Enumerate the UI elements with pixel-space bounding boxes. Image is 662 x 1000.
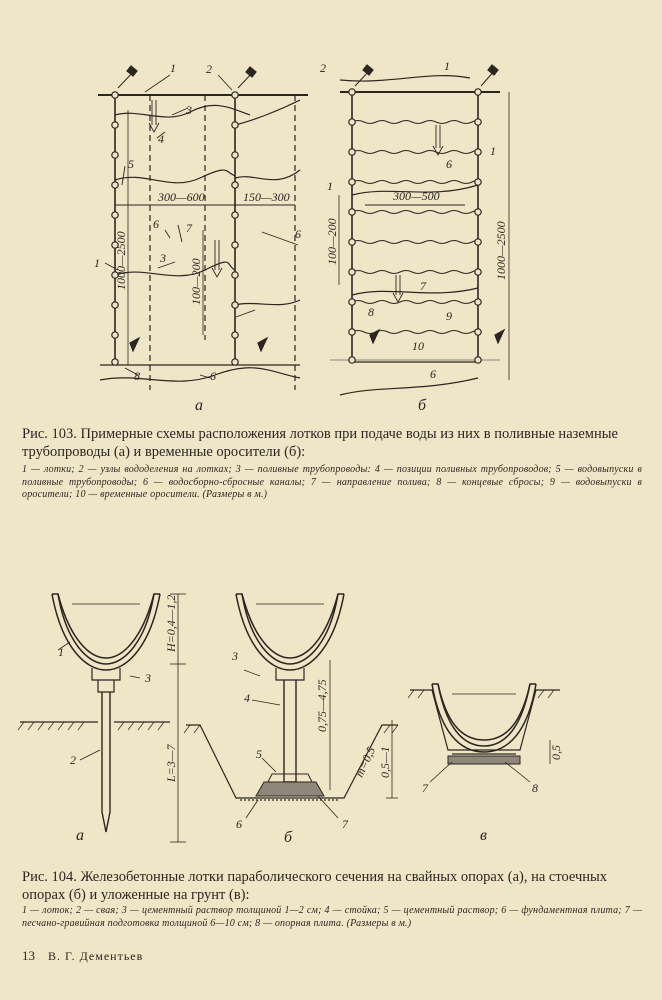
fig104a-dim-l: L=3—7 bbox=[164, 744, 178, 782]
figure-103-legend: 1 — лотки; 2 — узлы вододеления на лотках; 3 — поливные трубопроводы: 4 — позиции поливных трубопроводов; 5 — водовыпуски в поливные трубопроводы; 6 — водосборно-сбросные каналы; 7 — направление полива; 8 — концевые сбросы; 9 — водовыпуски в оросители; 10 — временные оросители. (Размеры в м.) bbox=[22, 464, 642, 500]
fig103a-dim-length: 1000—2500 bbox=[114, 231, 128, 290]
fig103a-marker: 8 bbox=[134, 369, 140, 383]
figure-104-legend: 1 — лоток; 2 — свая; 3 — цементный раствор толщиной 1—2 см; 4 — стойка; 5 — цементный раствор; 6 — фундаментная плита; 7 — песчано-гравийная подготовка толщиной 6—10 см; 8 — опорная плита. (Размеры в м.) bbox=[22, 905, 642, 929]
fig103a-marker: 6 bbox=[210, 369, 216, 383]
fig103b-marker: 6 bbox=[446, 157, 452, 171]
fig103b-marker: 1 bbox=[444, 59, 450, 73]
fig103b-panel-label: б bbox=[418, 397, 427, 414]
fig103b-marker: 1 bbox=[327, 179, 333, 193]
fig103b-marker: 10 bbox=[412, 339, 424, 353]
fig103b-marker: 1 bbox=[490, 144, 496, 158]
fig104a-marker: 1 bbox=[58, 645, 64, 659]
figure-104-diagram bbox=[0, 560, 662, 880]
figure-104-caption: Рис. 104. Железобетонные лотки параболического сечения на свайных опорах (а), на стоечных опорах (б) и уложенные на грунт (в): bbox=[22, 869, 608, 903]
fig104b-panel-label: б bbox=[284, 829, 293, 846]
fig104b-marker: 3 bbox=[232, 649, 238, 663]
fig104a-marker: 3 bbox=[145, 671, 151, 685]
fig104b-marker: 5 bbox=[256, 747, 262, 761]
fig103a-marker: 1 bbox=[170, 61, 176, 75]
fig103b-marker: 9 bbox=[446, 309, 452, 323]
fig103b-dim-spacing: 100—200 bbox=[325, 218, 339, 265]
fig103a-marker: 1 bbox=[94, 256, 100, 270]
fig104b-marker: 6 bbox=[236, 817, 242, 831]
fig103a-dim-position: 100—200 bbox=[189, 258, 203, 305]
fig104a-panel-label: а bbox=[76, 827, 84, 844]
fig104b-marker: 7 bbox=[342, 817, 348, 831]
fig104c-marker: 8 bbox=[532, 781, 538, 795]
fig103b-marker: 7 bbox=[420, 279, 426, 293]
fig103b-marker: 2 bbox=[320, 61, 326, 75]
fig103a-marker: 6 bbox=[153, 217, 159, 231]
fig104c-marker: 7 bbox=[422, 781, 428, 795]
page-footer bbox=[22, 948, 143, 964]
fig104b-dim-depth: 0,5—1 bbox=[378, 746, 392, 778]
fig103a-marker: 5 bbox=[128, 157, 134, 171]
fig104b-dim-stand: 0,75—4,75 bbox=[315, 679, 329, 732]
author-name: В. Г. Дементьев bbox=[48, 949, 144, 963]
fig103b-marker: 8 bbox=[368, 305, 374, 319]
fig103a-panel-label: а bbox=[195, 397, 203, 414]
fig103a-marker: 2 bbox=[206, 62, 212, 76]
fig103a-dim-spacing: 150—300 bbox=[243, 190, 290, 204]
fig103a-marker: 3 bbox=[160, 251, 166, 265]
fig103b-dim-width: 300—500 bbox=[393, 189, 440, 203]
fig104c-panel-label: в bbox=[480, 827, 487, 844]
fig103a-dim-width: 300—600 bbox=[158, 190, 205, 204]
fig103a-marker: 4 bbox=[158, 132, 164, 146]
figure-103-caption: Рис. 103. Примерные схемы расположения лотков при подаче воды из них в поливные наземные трубопроводы (а) и временные оросители (б): bbox=[22, 426, 618, 460]
fig104b-dim-m: m=0,5 bbox=[352, 744, 379, 780]
fig103b-marker: 6 bbox=[430, 367, 436, 381]
fig103a-marker: 7 bbox=[186, 221, 192, 235]
fig104a-dim-h: H=0,4—1,2 bbox=[164, 594, 178, 652]
fig104a-marker: 2 bbox=[70, 753, 76, 767]
figure-103-diagram bbox=[0, 0, 662, 420]
fig104b-marker: 4 bbox=[244, 691, 250, 705]
page-number: 13 bbox=[22, 948, 35, 963]
fig103a-marker: 3 bbox=[186, 103, 192, 117]
fig103b-dim-length: 1000—2500 bbox=[494, 221, 508, 280]
fig104c-dim-depth: 0,5 bbox=[549, 745, 563, 760]
fig103a-marker: 6 bbox=[295, 227, 301, 241]
